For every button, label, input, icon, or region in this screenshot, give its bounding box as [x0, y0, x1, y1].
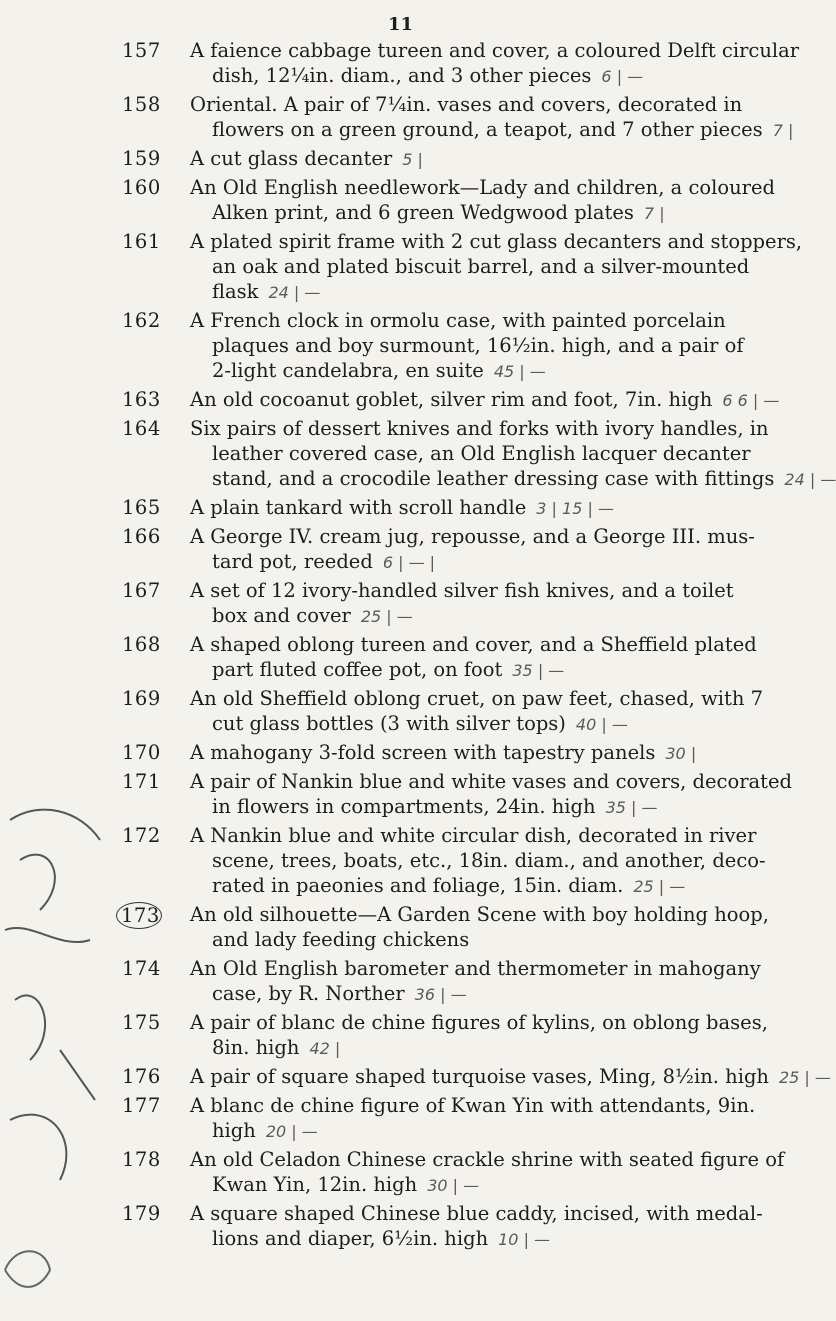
description-line: An old silhouette—A Garden Scene with boy holding hoop, [190, 903, 769, 926]
description-line: A cut glass decanter 5 | [190, 147, 423, 170]
description-line: Kwan Yin, 12in. high 30 | — [212, 1173, 480, 1196]
description-line: A faience cabbage tureen and cover, a coloured Delft circular [190, 39, 800, 62]
lot-number: 165 [122, 496, 161, 519]
lot-description [190, 823, 766, 899]
description-line: A plated spirit frame with 2 cut glass decanters and stoppers, [190, 230, 803, 253]
description-line: A pair of Nankin blue and white vases and covers, decorated [190, 770, 792, 793]
description-line: A set of 12 ivory-handled silver fish knives, and a toilet [190, 579, 734, 602]
description-line: An Old English barometer and thermometer in mahogany [190, 957, 761, 980]
description-line: and lady feeding chickens [212, 928, 470, 951]
description-line: an oak and plated biscuit barrel, and a silver-mounted [212, 255, 750, 278]
handwritten-price: 7 | [772, 121, 794, 140]
description-line: Alken print, and 6 green Wedgwood plates 7 | [212, 201, 665, 224]
lot-number: 160 [122, 176, 161, 199]
handwritten-price: 35 | — [512, 661, 565, 680]
lot-number: 164 [122, 417, 161, 440]
lot-number: 173 [116, 902, 162, 929]
description-line: leather covered case, an Old English lacquer decanter [212, 442, 751, 465]
description-line: A French clock in ormolu case, with painted porcelain [190, 309, 726, 332]
lot-description [190, 956, 761, 1007]
handwritten-price: 7 | [643, 204, 665, 223]
lot-description [190, 686, 764, 737]
description-line: A shaped oblong tureen and cover, and a Sheffield plated [190, 633, 757, 656]
description-line: flowers on a green ground, a teapot, and 7 other pieces 7 | [212, 118, 794, 141]
description-line: A blanc de chine figure of Kwan Yin with attendants, 9in. [190, 1094, 756, 1117]
lot-number: 168 [122, 633, 161, 656]
handwritten-price: 45 | — [493, 362, 546, 381]
lot-description [190, 387, 780, 413]
lot-description [190, 632, 757, 683]
lot-number: 172 [122, 824, 161, 847]
lot-description [190, 92, 794, 143]
handwritten-price: 6 | — [601, 67, 644, 86]
lot-description [190, 902, 769, 952]
description-line: A mahogany 3-fold screen with tapestry panels 30 | [190, 741, 697, 764]
handwritten-price: 10 | — [498, 1230, 551, 1249]
handwritten-price: 20 | — [265, 1122, 318, 1141]
description-line: A pair of square shaped turquoise vases, Ming, 8½in. high 25 | — [190, 1065, 831, 1088]
lot-number: 166 [122, 525, 161, 548]
corner-doodle-icon [0, 1240, 60, 1300]
lot-description [190, 229, 803, 305]
lot-number: 167 [122, 579, 161, 602]
description-line: part fluted coffee pot, on foot 35 | — [212, 658, 565, 681]
lot-description [190, 146, 750, 172]
lot-description [190, 1064, 831, 1090]
lot-description [190, 308, 750, 384]
description-line: A pair of blanc de chine figures of kylins, on oblong bases, [190, 1011, 768, 1034]
lot-description [190, 495, 750, 521]
lot-description [190, 1010, 768, 1061]
description-line: high 20 | — [212, 1119, 318, 1142]
handwritten-price: 30 | — [427, 1176, 480, 1195]
handwritten-price: 24 | — [784, 470, 836, 489]
description-line: A plain tankard with scroll handle 3 | 15 | — [190, 496, 614, 519]
handwritten-price: 24 | — [268, 283, 321, 302]
lot-number: 157 [122, 39, 161, 62]
lot-description [190, 740, 750, 766]
lot-description [190, 416, 836, 492]
lot-number: 178 [122, 1148, 161, 1171]
handwritten-price: 5 | [402, 150, 423, 169]
description-line: flask 24 | — [212, 280, 321, 303]
lot-number: 162 [122, 309, 161, 332]
lot-number: 170 [122, 741, 161, 764]
description-line: An old cocoanut goblet, silver rim and foot, 7in. high 6 6 | — [190, 388, 780, 411]
lot-number: 159 [122, 147, 161, 170]
lot-number: 176 [122, 1065, 161, 1088]
page-number: 11 [387, 14, 414, 35]
description-line: case, by R. Norther 36 | — [212, 982, 467, 1005]
lot-number: 171 [122, 770, 161, 793]
handwritten-price: 25 | — [778, 1068, 831, 1087]
lot-description [190, 175, 775, 226]
handwritten-price: 25 | — [360, 607, 413, 626]
handwritten-price: 40 | — [575, 715, 628, 734]
description-line: An old Celadon Chinese crackle shrine with seated figure of [190, 1148, 785, 1171]
lot-description [190, 524, 755, 575]
lot-number: 174 [122, 957, 161, 980]
description-line: box and cover 25 | — [212, 604, 413, 627]
description-line: A Nankin blue and white circular dish, decorated in river [190, 824, 757, 847]
description-line: Oriental. A pair of 7¼in. vases and covers, decorated in [190, 93, 743, 116]
description-line: An old Sheffield oblong cruet, on paw feet, chased, with 7 [190, 687, 764, 710]
description-line: dish, 12¼in. diam., and 3 other pieces 6 | — [212, 64, 644, 87]
description-line: lions and diaper, 6½in. high 10 | — [212, 1227, 551, 1250]
handwritten-price: 3 | 15 | — [536, 499, 614, 518]
lot-number: 158 [122, 93, 161, 116]
lot-number: 163 [122, 388, 161, 411]
description-line: cut glass bottles (3 with silver tops) 40 | — [212, 712, 628, 735]
description-line: A George IV. cream jug, repousse, and a George III. mus- [190, 525, 755, 548]
lot-description [190, 38, 800, 89]
description-line: plaques and boy surmount, 16½in. high, and a pair of [212, 334, 744, 357]
lot-number: 177 [122, 1094, 161, 1117]
description-line: An Old English needlework—Lady and children, a coloured [190, 176, 775, 199]
description-line: 2-light candelabra, en suite 45 | — [212, 359, 546, 382]
description-line: Six pairs of dessert knives and forks with ivory handles, in [190, 417, 769, 440]
description-line: scene, trees, boats, etc., 18in. diam., and another, deco- [212, 849, 766, 872]
lot-description [190, 1201, 763, 1252]
description-line: in flowers in compartments, 24in. high 35 | — [212, 795, 658, 818]
lot-description [190, 1147, 785, 1198]
lot-number: 179 [122, 1202, 161, 1225]
handwritten-price: 42 | [309, 1039, 341, 1058]
lot-description [190, 769, 792, 820]
lot-number: 161 [122, 230, 161, 253]
description-line: A square shaped Chinese blue caddy, incised, with medal- [190, 1202, 763, 1225]
description-line: tard pot, reeded 6 | — | [212, 550, 436, 573]
handwritten-price: 6 6 | — [722, 391, 780, 410]
handwritten-price: 30 | [665, 744, 697, 763]
handwritten-price: 25 | — [633, 877, 686, 896]
margin-doodle-icon [0, 800, 120, 1220]
lot-description [190, 1093, 756, 1144]
lot-number: 169 [122, 687, 161, 710]
handwritten-price: 35 | — [605, 798, 658, 817]
handwritten-price: 6 | — | [382, 553, 436, 572]
description-line: 8in. high 42 | [212, 1036, 341, 1059]
lot-description [190, 578, 750, 629]
handwritten-price: 36 | — [414, 985, 467, 1004]
description-line: stand, and a crocodile leather dressing case with fittings 24 | — [212, 467, 836, 490]
lot-number: 175 [122, 1011, 161, 1034]
description-line: rated in paeonies and foliage, 15in. diam. 25 | — [212, 874, 686, 897]
